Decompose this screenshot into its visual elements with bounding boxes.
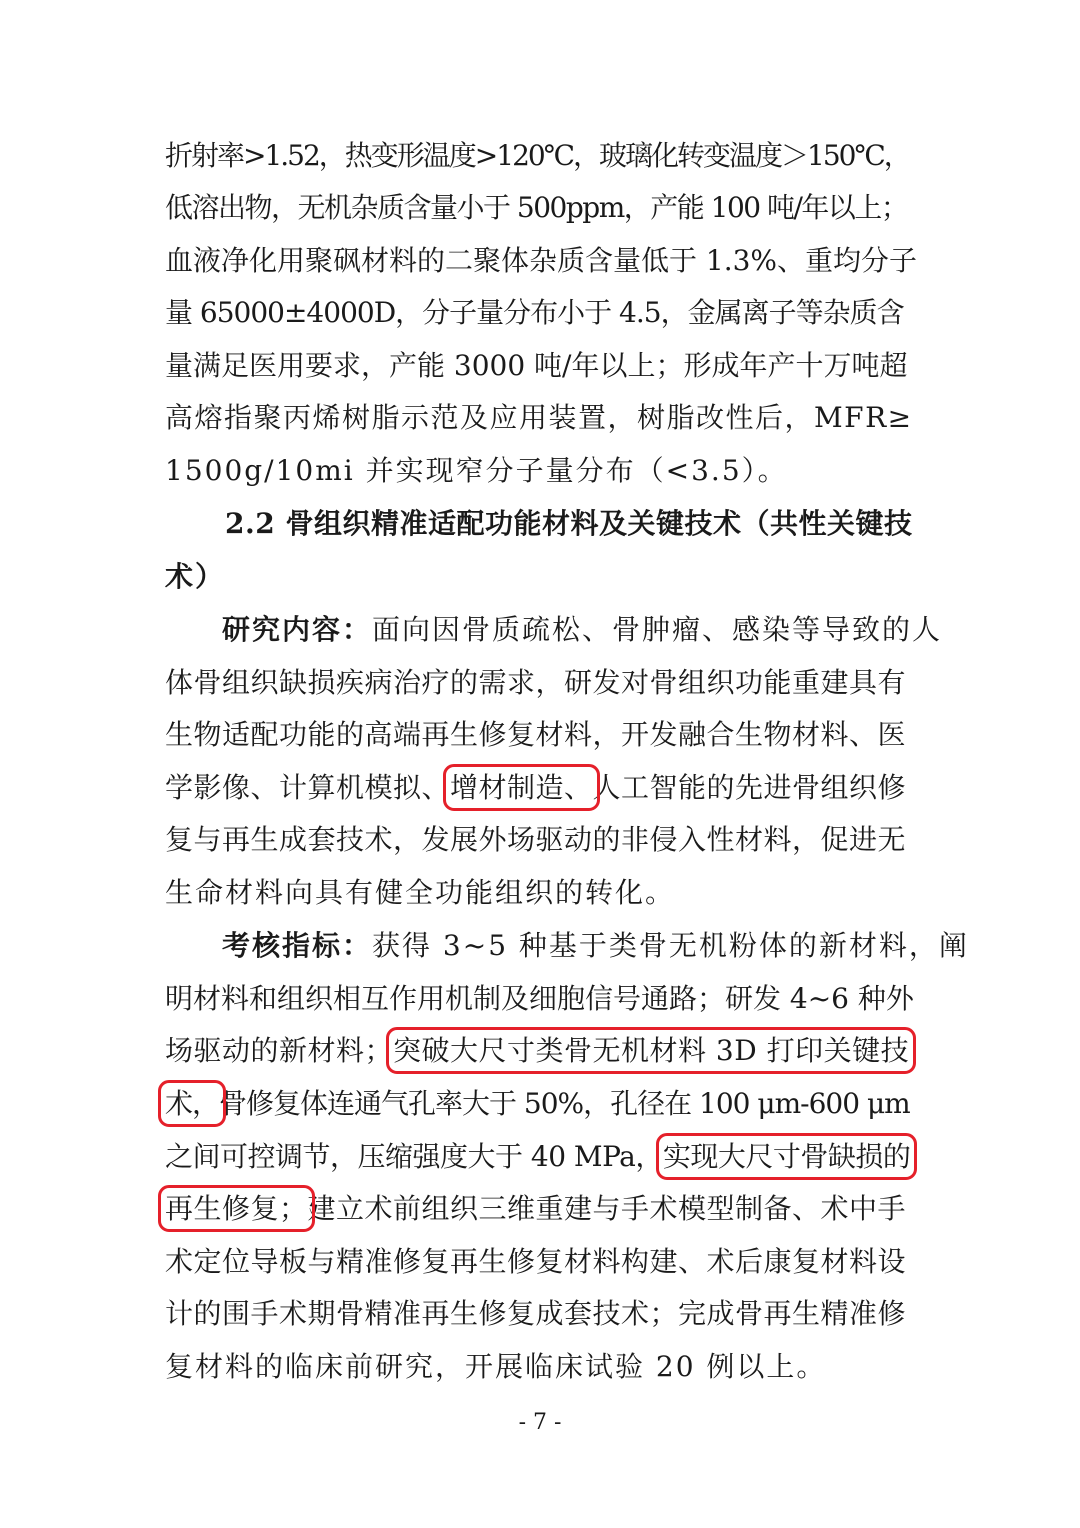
text-span: 学影像、计算机模拟、 [165, 771, 451, 804]
page-number: - 7 - [518, 1410, 562, 1435]
text-line [165, 1031, 917, 1071]
text-line [165, 1084, 917, 1124]
text-line [165, 768, 917, 808]
text-line: 术定位导板与精准修复再生修复材料构建、术后康复材料设 [165, 1245, 907, 1278]
text-span: 骨修复体连通气孔率大于 50%，孔径在 100 μm-600 μm [219, 1087, 910, 1120]
highlight-box: 术， [165, 1087, 220, 1120]
text-line: 生命材料向具有健全功能组织的转化。 [165, 876, 676, 909]
highlight-box: 增材制造、 [450, 771, 593, 804]
text-line: 复与再生成套技术，发展外场驱动的非侵入性材料，促进无 [165, 823, 907, 856]
text-span: 面向因骨质疏松、骨肿瘤、感染等导致的人 [372, 613, 943, 646]
text-line: 计的围手术期骨精准再生修复成套技术；完成骨再生精准修 [165, 1297, 907, 1330]
highlight-box: 再生修复； [165, 1192, 308, 1225]
text-line: 折射率>1.52，热变形温度>120℃，玻璃化转变温度＞150℃， [165, 139, 910, 172]
text-line: 高熔指聚丙烯树脂示范及应用装置，树脂改性后，MFR≥ [165, 401, 913, 434]
text-line [165, 1189, 917, 1229]
text-span: 场驱动的新材料； [165, 1034, 394, 1067]
text-span: 建立术前组织三维重建与手术模型制备、术中手 [307, 1192, 907, 1225]
text-line: 复材料的临床前研究，开展临床试验 20 例以上。 [165, 1350, 827, 1383]
research-content-line [222, 610, 974, 650]
text-line: 体骨组织缺损疾病治疗的需求，研发对骨组织功能重建具有 [165, 666, 907, 699]
highlight-box: 实现大尺寸骨缺损的 [662, 1140, 911, 1173]
text-line: 1500g/10mi 并实现窄分子量分布（<3.5）。 [165, 454, 788, 487]
text-line [165, 1137, 917, 1177]
section-heading-cont: 术） [165, 560, 226, 593]
text-span: 之间可控调节，压缩强度大于 40 MPa， [165, 1140, 663, 1173]
assessment-label: 考核指标： [222, 929, 373, 962]
assessment-line [222, 926, 974, 966]
highlight-box: 突破大尺寸类骨无机材料 3D 打印关键技 [393, 1034, 910, 1067]
text-line: 明材料和组织相互作用机制及细胞信号通路；研发 4~6 种外 [165, 982, 914, 1015]
text-line: 量满足医用要求，产能 3000 吨/年以上；形成年产十万吨超 [165, 349, 908, 382]
text-span: 获得 3~5 种基于类骨无机粉体的新材料，阐 [372, 929, 969, 962]
text-line: 低溶出物，无机杂质含量小于 500ppm，产能 100 吨/年以上； [165, 191, 908, 224]
text-line: 量 65000±4000D，分子量分布小于 4.5，金属离子等杂质含 [165, 296, 904, 329]
text-line: 生物适配功能的高端再生修复材料，开发融合生物材料、医 [165, 718, 907, 751]
text-line: 血液净化用聚砜材料的二聚体杂质含量低于 1.3%、重均分子 [165, 244, 918, 277]
research-content-label: 研究内容： [222, 613, 373, 646]
text-span: 人工智能的先进骨组织修 [592, 771, 907, 804]
section-heading: 2.2 骨组织精准适配功能材料及关键技术（共性关键技 [225, 507, 913, 540]
